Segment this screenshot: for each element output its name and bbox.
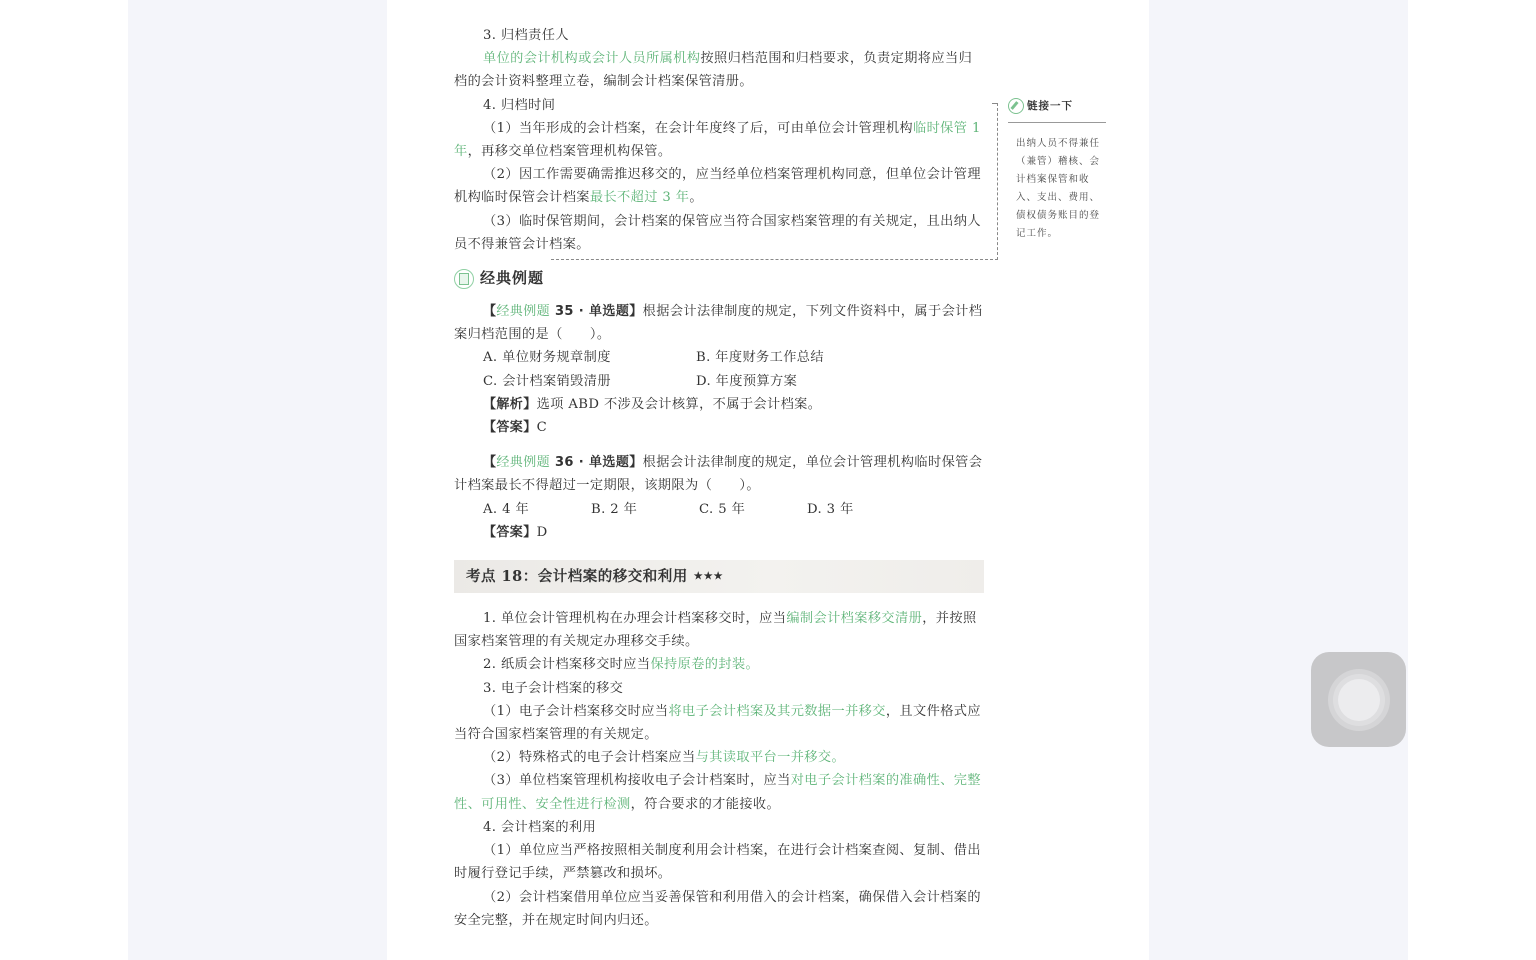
option-a: A. 单位财务规章制度 <box>483 350 611 366</box>
option-a: A. 4 年 <box>483 501 530 517</box>
highlight-text: 单位的会计机构或会计人员所属机构 <box>483 51 701 67</box>
section18-paragraph-3-3: （3）单位档案管理机构接收电子会计档案时，应当对电子会计档案的准确性、完整性、可用性、安全性进行检测，符合要求的才能接收。 <box>454 773 981 812</box>
example-36-options <box>454 498 984 521</box>
sidenote <box>1016 96 1106 243</box>
document-icon <box>454 269 474 289</box>
highlight-text: 将电子会计档案及其元数据一并移交 <box>668 703 886 719</box>
item3-paragraph: 单位的会计机构或会计人员所属机构按照归档范围和归档要求，负责定期将应当归档的会计资料整理立卷，编制会计档案保管清册。 <box>454 51 973 90</box>
sidenote-title: 链接一下 <box>1027 100 1073 112</box>
highlight-text: 对电子会计档案的准确性、完整性、可用性、安全性进行检测 <box>454 773 981 812</box>
option-d: D. 年度预算方案 <box>696 373 798 389</box>
section18-paragraph-1: 1. 单位会计管理机构在办理会计档案移交时，应当编制会计档案移交清册，并按照国家档案管理的有关规定办理移交手续。 <box>454 611 977 650</box>
section18-paragraph-2: 2. 纸质会计档案移交时应当保持原卷的封装。 <box>483 657 760 673</box>
examples-heading: 经典例题 <box>454 264 984 294</box>
example-35-options-row-1 <box>454 346 984 369</box>
option-b: B. 年度财务工作总结 <box>696 350 824 366</box>
example-35-answer: 【答案】C <box>483 420 548 436</box>
pencil-icon <box>1008 98 1024 114</box>
section18-paragraph-3-1: （1）电子会计档案移交时应当将电子会计档案及其元数据一并移交，且文件格式应当符合国家档案管理的有关规定。 <box>454 703 981 743</box>
section18-paragraph-3-2: （2）特殊格式的电子会计档案应当与其读取平台一并移交。 <box>483 750 846 766</box>
example-36-answer: 【答案】D <box>483 524 548 540</box>
highlight-text: 保持原卷的封装。 <box>650 657 760 673</box>
item4-paragraph-2: （2）因工作需要确需推迟移交的，应当经单位档案管理机构同意，但单位会计管理机构临时保管会计档案最长不超过 3 年。 <box>454 167 981 206</box>
section18-paragraph-4-1: （1）单位应当严格按照相关制度利用会计档案，在进行会计档案查阅、复制、借出时履行登记手续，严禁篡改和损坏。 <box>454 843 981 882</box>
section-18-heading: 考点 18：会计档案的移交和利用 ★★★ <box>454 560 984 593</box>
sidenote-header <box>1008 96 1106 123</box>
example-35-options-row-2 <box>454 370 984 393</box>
assistive-touch-button[interactable] <box>1311 652 1406 747</box>
star-rating: ★★★ <box>693 570 724 582</box>
item4-paragraph-3: （3）临时保管期间，会计档案的保管应当符合国家档案管理的有关规定，且出纳人员不得兼管会计档案。 <box>454 213 981 252</box>
highlight-text: 编制会计档案移交清册 <box>786 611 923 627</box>
highlight-text: 与其读取平台一并移交。 <box>695 750 846 766</box>
highlight-text: 最长不超过 3 年 <box>589 190 690 206</box>
section18-paragraph-4-2: （2）会计档案借用单位应当妥善保管和利用借入的会计档案，确保借入会计档案的安全完整，并在规定时间内归还。 <box>454 889 981 928</box>
example-36-question: 【经典例题 36 · 单选题】根据会计法律制度的规定，单位会计管理机构临时保管会计档案最长不得超过一定期限，该期限为（ ）。 <box>454 455 983 494</box>
option-c: C. 5 年 <box>699 501 746 517</box>
section18-paragraph-4: 4. 会计档案的利用 <box>483 819 597 835</box>
item3-title: 3. 归档责任人 <box>483 28 569 43</box>
item4-title: 4. 归档时间 <box>483 97 556 113</box>
option-b: B. 2 年 <box>591 501 638 517</box>
option-d: D. 3 年 <box>807 501 854 517</box>
option-c: C. 会计档案销毁清册 <box>483 373 611 389</box>
highlight-text: 临时保管 1 年 <box>454 120 981 160</box>
section18-paragraph-3: 3. 电子会计档案的移交 <box>483 680 624 696</box>
assistive-touch-icon <box>1338 679 1380 721</box>
sidenote-body: 出纳人员不得兼任（兼管）稽核、会计档案保管和收入、支出、费用、债权债务账目的登记工作。 <box>1016 138 1101 239</box>
example-35-question: 【经典例题 35 · 单选题】根据会计法律制度的规定，下列文件资料中，属于会计档案归档范围的是（ ）。 <box>454 304 983 343</box>
document-content <box>454 24 984 932</box>
example-35-analysis: 【解析】选项 ABD 不涉及会计核算，不属于会计档案。 <box>483 396 822 412</box>
item4-paragraph-1: （1）当年形成的会计档案，在会计年度终了后，可由单位会计管理机构临时保管 1 年，再移交单位档案管理机构保管。 <box>454 120 981 160</box>
